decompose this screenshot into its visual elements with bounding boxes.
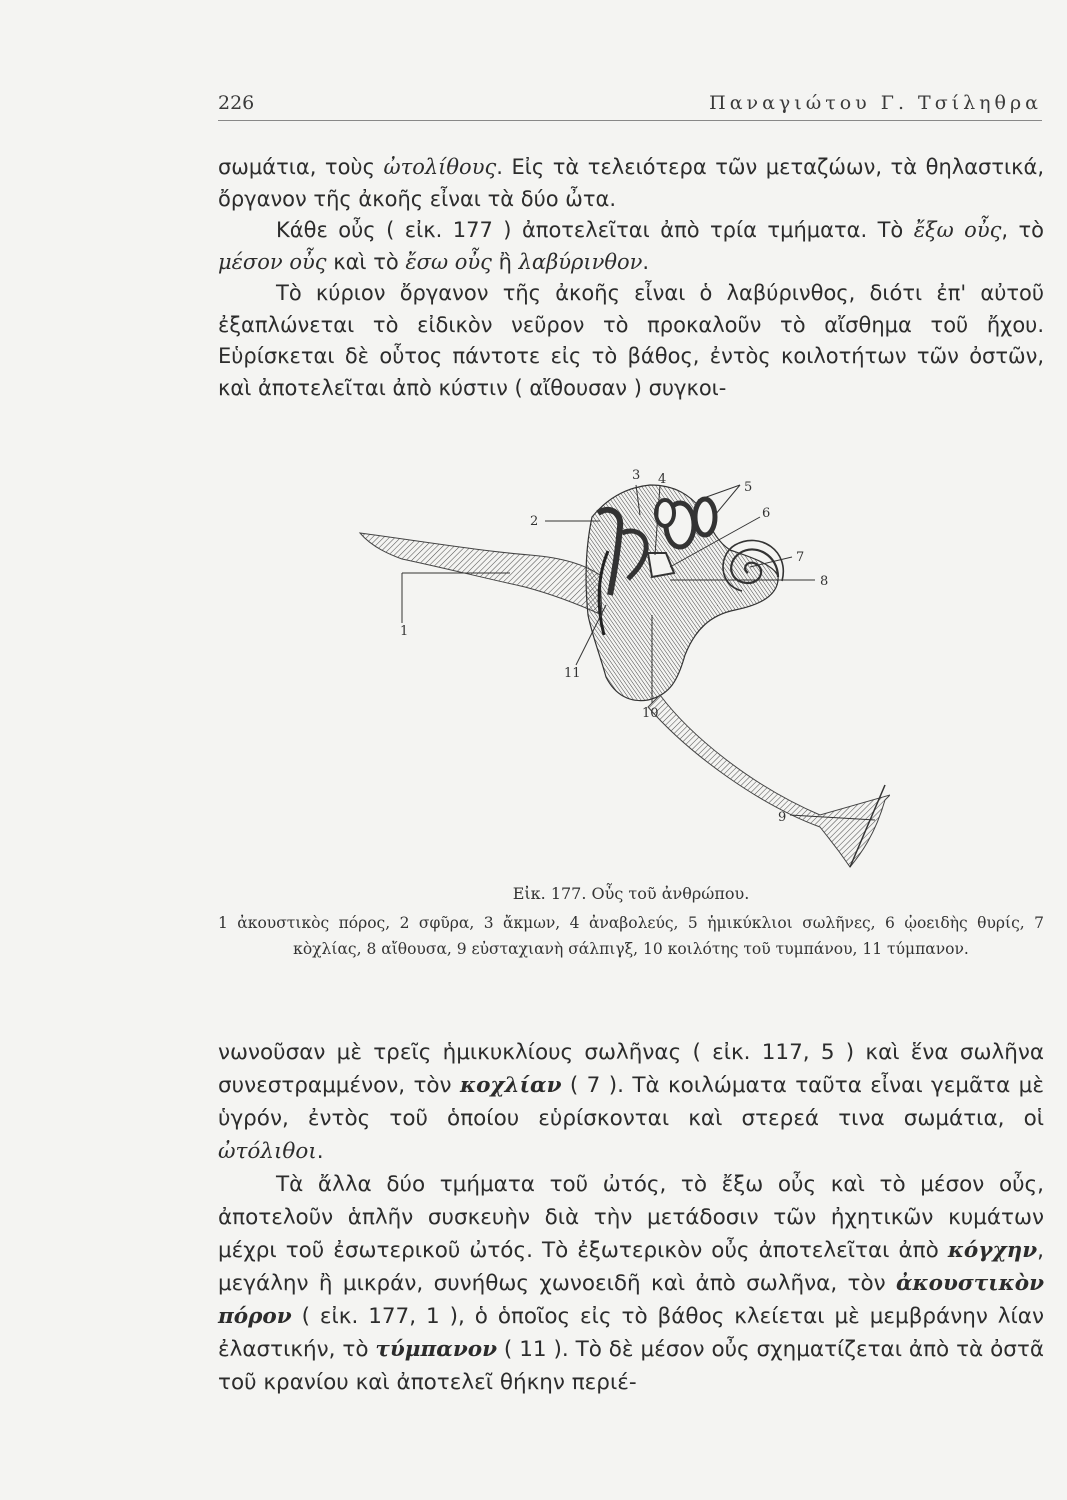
figure-label-2: 2 xyxy=(530,514,539,529)
text-run: ( 11 ). Τὸ δὲ μέσον οὖς σχηματίζεται ἀπὸ τὰ ὀστᾶ τοῦ κρανίου καὶ ἀποτελεῖ θήκην περιέ- xyxy=(218,1337,1044,1395)
ear-anatomy-figure xyxy=(330,455,890,875)
figure-label-9: 9 xyxy=(778,810,787,825)
figure-caption-title: Εἰκ. 177. Οὖς τοῦ ἀνθρώπου. xyxy=(512,884,750,903)
italic-term: κόγχην xyxy=(947,1238,1038,1263)
text-run: Τὰ ἄλλα δύο τμήματα τοῦ ὠτός, τὸ ἔξω οὖς καὶ τὸ μέσον οὖς, ἀποτελοῦν ἁπλῆν συσκευὴν διὰ τὴν μετάδοσιν τῶν ἠχητικῶν κυμάτων μέχρι τοῦ ἐσωτερικοῦ ὠτός. Τὸ ἐξωτερικὸν οὖς ἀποτελεῖται ἀπὸ xyxy=(218,1172,1044,1263)
italic-term: ἔξω οὖς xyxy=(913,218,1002,242)
text-run: ( 7 ). Τὰ κοιλώματα ταῦτα εἶναι γεμᾶτα μὲ ὑγρόν, ἐντὸς τοῦ ὁποίου εὑρίσκονται καὶ στερεά τινα σωμάτια, οἱ xyxy=(218,1073,1044,1131)
figure-label-1: 1 xyxy=(400,624,409,639)
paragraph xyxy=(218,1036,1044,1168)
text-run: . xyxy=(316,1139,324,1164)
italic-term: λαβύρινθον xyxy=(518,249,643,274)
figure-label-7: 7 xyxy=(796,550,805,565)
text-run: , μεγάλην ἢ μικράν, συνήθως χωνοειδῆ καὶ ἀπὸ σωλῆνα, τὸν xyxy=(218,1238,1044,1296)
paragraph xyxy=(218,152,1044,215)
italic-term: ἀκουστικὸν πόρον xyxy=(218,1271,1044,1329)
bottom-text-block xyxy=(218,1036,1044,1399)
italic-term: τύμπανον xyxy=(375,1337,497,1362)
italic-term: μέσον οὖς xyxy=(218,249,327,274)
text-run: ἢ xyxy=(491,249,519,274)
paragraph xyxy=(218,1168,1044,1399)
figure-label-11: 11 xyxy=(564,666,581,681)
text-run: . xyxy=(642,249,650,274)
ear-canal-shape xyxy=(360,533,602,615)
paragraph xyxy=(218,215,1044,278)
figure-label-3: 3 xyxy=(632,468,641,483)
figure-label-10: 10 xyxy=(642,706,659,721)
text-run: Κάθε οὖς ( εἰκ. 177 ) ἀποτελεῖται ἀπὸ τρία τμήματα. Τὸ xyxy=(276,218,914,242)
text-run: . Εἰς τὰ τελειότερα τῶν μεταζώων, τὰ θηλαστικά, ὄργανον τῆς ἀκοῆς εἶναι τὰ δύο ὦτα. xyxy=(218,155,1044,211)
figure-label-4: 4 xyxy=(658,472,667,487)
eustachian-tube-shape xyxy=(648,695,890,867)
italic-term: κοχλίαν xyxy=(459,1073,562,1098)
figure-label-5: 5 xyxy=(744,480,753,495)
text-run: νωνοῦσαν μὲ τρεῖς ἡμικυκλίους σωλῆνας ( εἰκ. 117, 5 ) καὶ ἕνα σωλῆνα συνεστραμμένον, τὸν xyxy=(218,1040,1044,1098)
semicircular-canal-shape xyxy=(695,499,715,535)
page-number: 226 xyxy=(218,92,255,114)
page-header xyxy=(218,92,1042,121)
text-run: ( εἰκ. 177, 1 ), ὁ ὁποῖος εἰς τὸ βάθος κλείεται μὲ μεμβράνην λίαν ἐλαστικήν, τὸ xyxy=(218,1304,1044,1362)
paragraph: Τὸ κύριον ὄργανον τῆς ἀκοῆς εἶναι ὁ λαβύρινθος, διότι ἐπ' αὐτοῦ ἐξαπλώνεται τὸ εἰδικὸν νεῦρον τὸ προκαλοῦν τὸ αἴσθημα τοῦ ἤχου. Εὑρίσκεται δὲ οὗτος πάντοτε εἰς τὸ βάθος, ἐντὸς κοιλοτήτων τῶν ὀστῶν, καὶ ἀποτελεῖται ἀπὸ κύστιν ( αἴθουσαν ) συγκοι- xyxy=(218,281,1044,400)
italic-term: ἔσω οὖς xyxy=(405,249,492,274)
figure-caption-legend: 1 ἀκουστικὸς πόρος, 2 σφῦρα, 3 ἄκμων, 4 ἀναβολεύς, 5 ἡμικύκλιοι σωλῆνες, 6 ᾠοειδὴς θυρίς, 7 κὸχλίας, 8 αἴθουσα, 9 εὐσταχιανὴ σάλπιγξ, 10 κοιλότης τοῦ τυμπάνου, 11 τύμπανον. xyxy=(218,914,1044,958)
running-head: Παναγιώτου Γ. Τσίληθρα xyxy=(709,92,1042,114)
italic-term: ὠτολίθους xyxy=(383,155,497,179)
figure-label-8: 8 xyxy=(820,574,829,589)
text-run: καὶ τὸ xyxy=(326,249,406,274)
text-run: σωμάτια, τοὺς xyxy=(218,155,384,179)
figure-label-6: 6 xyxy=(762,506,771,521)
italic-term: ὠτόλιθοι xyxy=(218,1139,317,1164)
ear-diagram xyxy=(330,455,890,875)
top-text-block xyxy=(218,152,1044,404)
text-run: , τὸ xyxy=(1001,218,1044,242)
